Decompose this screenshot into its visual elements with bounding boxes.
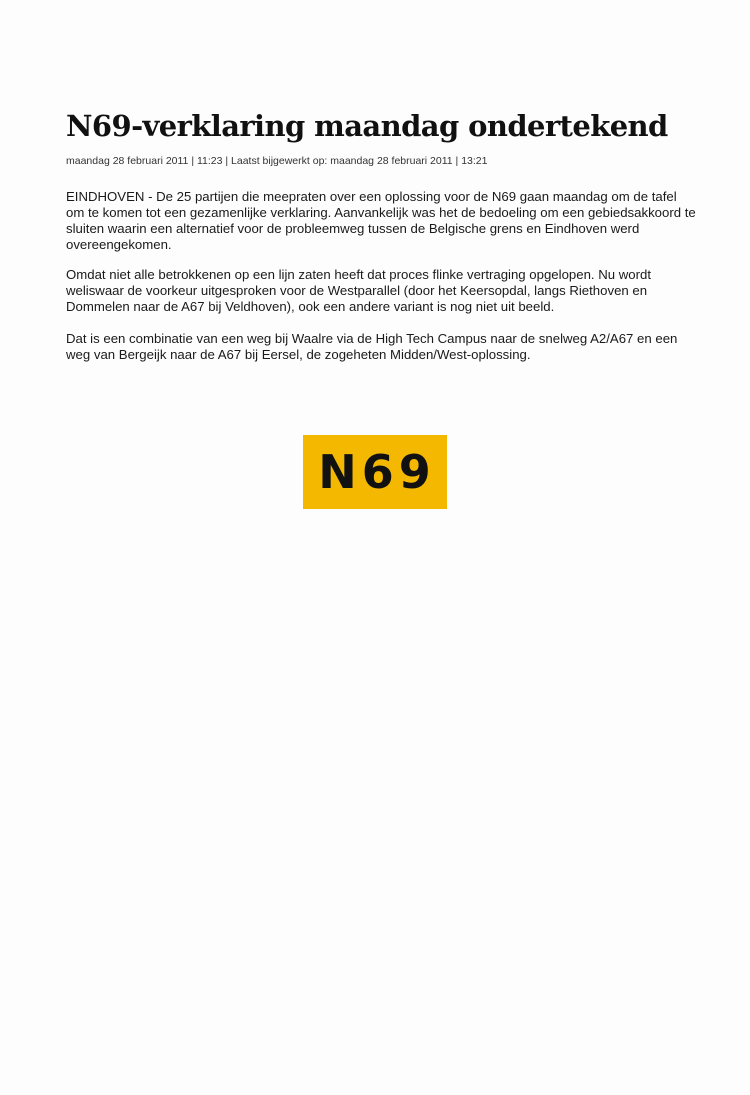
article-title: N69-verklaring maandag ondertekend	[66, 109, 668, 143]
road-sign-label: N69	[318, 445, 436, 499]
article-dateline: maandag 28 februari 2011 | 11:23 | Laatst bijgewerkt op: maandag 28 februari 2011 | 13:21	[66, 155, 488, 167]
article-paragraph: Omdat niet alle betrokkenen op een lijn zaten heeft dat proces flinke vertraging opgelopen. Nu wordt weliswaar de voorkeur uitgesproken voor de Westparallel (door het Keersopdal, langs Riethoven en Dommelen naar de A67 bij Veldhoven), ook een andere variant is nog niet uit beeld.	[66, 267, 652, 314]
article-paragraph: Dat is een combinatie van een weg bij Waalre via de High Tech Campus naar de snelweg A2/A67 en een weg van Bergeijk naar de A67 bij Eersel, de zogeheten Midden/West-oplossing.	[66, 331, 678, 362]
article-paragraph: EINDHOVEN - De 25 partijen die meepraten over een oplossing voor de N69 gaan maandag om de tafel om te komen tot een gezamenlijke verklaring. Aanvankelijk was het de bedoeling om een gebiedsakkoord te sluiten waarin een alternatief voor de probleemweg tussen de Belgische grens en Eindhoven werd overeengekomen.	[66, 189, 696, 252]
n69-road-sign-image	[303, 435, 447, 509]
